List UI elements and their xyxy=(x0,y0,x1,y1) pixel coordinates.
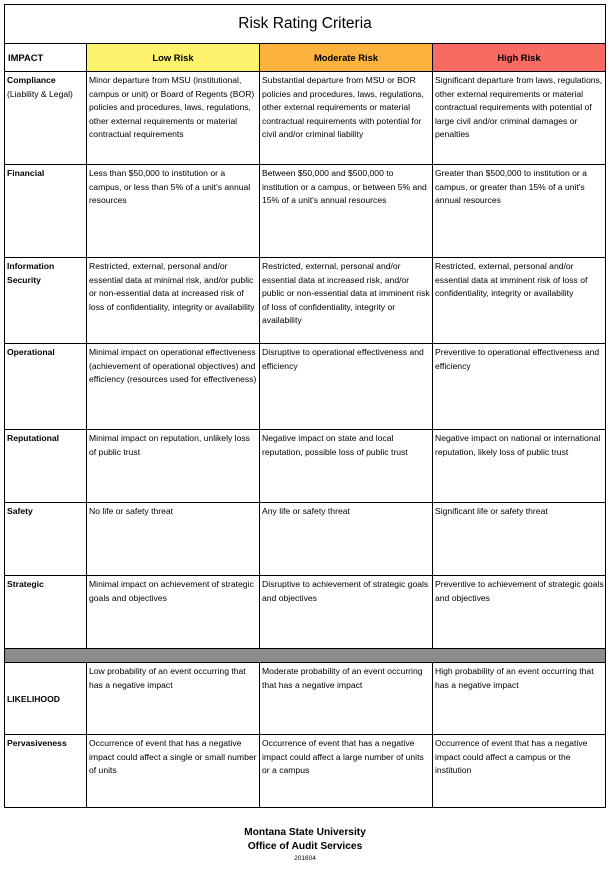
table-row-likelihood xyxy=(5,663,606,735)
cell-moderate: Disruptive to achievement of strategic goals and objectives xyxy=(260,576,433,649)
table-row-compliance xyxy=(5,72,606,165)
footer-code: 201604 xyxy=(294,855,316,862)
cell-low: Occurrence of event that has a negative impact could affect a single or small number of units xyxy=(87,735,260,808)
row-label-information-security: Information Security xyxy=(5,258,87,344)
cell-low: Low probability of an event occurring that has a negative impact xyxy=(87,663,260,735)
cell-high: Significant departure from laws, regulations, other external requirements or material contractual requirements with potential of large civil and/or criminal damages or penalties xyxy=(433,72,606,165)
cell-low: Minimal impact on operational effectiveness (achievement of operational objectives) and efficiency (resources used for effectiveness) xyxy=(87,344,260,430)
row-label-financial: Financial xyxy=(5,165,87,258)
table-row-financial xyxy=(5,165,606,258)
cell-high: Greater than $500,000 to institution or a campus, or greater than 15% of a unit's annual resources xyxy=(433,165,606,258)
risk-criteria-sheet xyxy=(4,4,605,808)
table-row-information-security xyxy=(5,258,606,344)
footer-university: Montana State University xyxy=(244,827,366,838)
table-row-reputational xyxy=(5,430,606,503)
row-label-safety: Safety xyxy=(5,503,87,576)
row-label-pervasiveness: Pervasiveness xyxy=(5,735,87,808)
high-risk-header: High Risk xyxy=(433,44,606,72)
table-row-operational xyxy=(5,344,606,430)
cell-moderate: Substantial departure from MSU or BOR policies and procedures, laws, regulations, other external requirements or material contractual requirements with potential for civil and/or criminal liability xyxy=(260,72,433,165)
moderate-risk-header: Moderate Risk xyxy=(260,44,433,72)
cell-high: Occurrence of event that has a negative impact could affect a campus or the institution xyxy=(433,735,606,808)
cell-low: Minor departure from MSU (institutional, campus or unit) or Board of Regents (BOR) policies and procedures, laws, regulations, other external requirements or material contractual requirements xyxy=(87,72,260,165)
page-title: Risk Rating Criteria xyxy=(5,5,606,44)
footer-office: Office of Audit Services xyxy=(247,841,363,852)
footer xyxy=(0,826,610,863)
impact-header: IMPACT xyxy=(5,44,87,72)
separator-bar xyxy=(5,649,606,663)
table-row-strategic xyxy=(5,576,606,649)
cell-low: No life or safety threat xyxy=(87,503,260,576)
row-label-likelihood: LIKELIHOOD xyxy=(5,663,87,735)
cell-moderate: Occurrence of event that has a negative impact could affect a large number of units or a campus xyxy=(260,735,433,808)
cell-moderate: Any life or safety threat xyxy=(260,503,433,576)
cell-high: High probability of an event occurring that has a negative impact xyxy=(433,663,606,735)
row-label-compliance xyxy=(5,72,87,165)
cell-high: Restricted, external, personal and/or essential data at imminent risk of loss of confidentiality, integrity or availability xyxy=(433,258,606,344)
row-label-strategic: Strategic xyxy=(5,576,87,649)
cell-low: Minimal impact on reputation, unlikely loss of public trust xyxy=(87,430,260,503)
cell-moderate: Restricted, external, personal and/or essential data at increased risk, and/or public or non-essential data at imminent risk of loss of confidentiality, integrity or availability xyxy=(260,258,433,344)
row-sublabel: (Liability & Legal) xyxy=(7,88,73,99)
cell-high: Significant life or safety threat xyxy=(433,503,606,576)
cell-low: Less than $50,000 to institution or a campus, or less than 5% of a unit's annual resources xyxy=(87,165,260,258)
cell-high: Negative impact on national or international reputation, likely loss of public trust xyxy=(433,430,606,503)
section-separator xyxy=(5,649,606,663)
cell-low: Restricted, external, personal and/or essential data at minimal risk, and/or public or non-essential data at increased risk of loss of confidentiality, integrity or availability xyxy=(87,258,260,344)
row-label-text: Compliance xyxy=(7,75,56,85)
row-label-operational: Operational xyxy=(5,344,87,430)
table-row-safety xyxy=(5,503,606,576)
cell-high: Preventive to operational effectiveness and efficiency xyxy=(433,344,606,430)
cell-moderate: Negative impact on state and local reputation, possible loss of public trust xyxy=(260,430,433,503)
cell-high: Preventive to achievement of strategic goals and objectives xyxy=(433,576,606,649)
title-row xyxy=(5,5,606,44)
cell-moderate: Moderate probability of an event occurring that has a negative impact xyxy=(260,663,433,735)
table-row-pervasiveness xyxy=(5,735,606,808)
cell-low: Minimal impact on achievement of strategic goals and objectives xyxy=(87,576,260,649)
header-row xyxy=(5,44,606,72)
low-risk-header: Low Risk xyxy=(87,44,260,72)
cell-moderate: Between $50,000 and $500,000 to institution or a campus, or between 5% and 15% of a unit's annual resources xyxy=(260,165,433,258)
row-label-reputational: Reputational xyxy=(5,430,87,503)
risk-criteria-table xyxy=(4,4,606,808)
cell-moderate: Disruptive to operational effectiveness and efficiency xyxy=(260,344,433,430)
